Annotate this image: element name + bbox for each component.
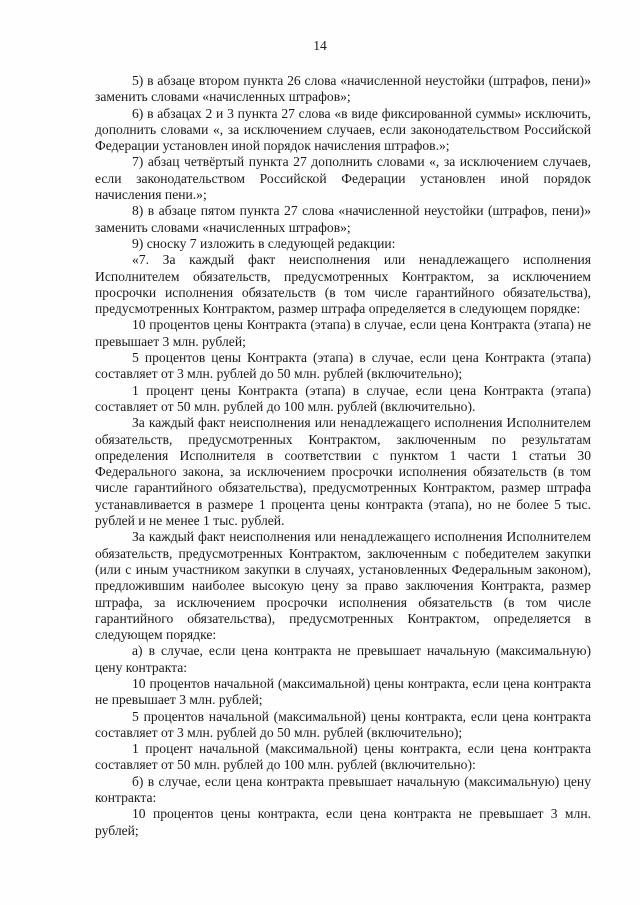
paragraph-penalty-1-percent: 1 процент цены Контракта (этапа) в случае, если цена Контракта (этапа) составляет от 50 млн. рублей до 100 млн. рублей (включительно).: [95, 382, 591, 414]
paragraph-case-b-10-percent: 10 процентов цены контракта, если цена контракта не превышает 3 млн. рублей;: [95, 806, 591, 838]
paragraph-amendment-6: 6) в абзацах 2 и 3 пункта 27 слова «в виде фиксированной суммы» исключить, дополнить словами «, за исключением случаев, если законодательством Российской Федерации установлен иной порядок начисления штрафов.»;: [95, 105, 591, 154]
paragraph-penalty-5-percent: 5 процентов цены Контракта (этапа) в случае, если цена Контракта (этапа) составляет от 3 млн. рублей до 50 млн. рублей (включительно);: [95, 350, 591, 382]
paragraph-case-b: б) в случае, если цена контракта превышает начальную (максимальную) цену контракта:: [95, 773, 591, 806]
paragraph-small-business-penalty: За каждый факт неисполнения или ненадлежащего исполнения Исполнителем обязательств, предусмотренных Контрактом, заключенным по результатам определения Исполнителя в соответствии с пунктом 1 части 1 статьи 30 Федерального закона, за исключением просрочки исполнения обязательств (в том числе гарантийного обязательства), предусмотренных Контрактом, размер штрафа устанавливается в размере 1 процента цены контракта (этапа), но не более 5 тыс. рублей и не менее 1 тыс. рублей.: [95, 415, 591, 529]
paragraph-case-a: а) в случае, если цена контракта не превышает начальную (максимальную) цену контракта:: [95, 643, 591, 675]
paragraph-amendment-8: 8) в абзаце пятом пункта 27 слова «начисленной неустойки (штрафов, пени)» заменить словами «начисленных штрафов»;: [95, 203, 591, 235]
paragraph-penalty-10-percent: 10 процентов цены Контракта (этапа) в случае, если цена Контракта (этапа) не превышает 3 млн. рублей;: [95, 317, 591, 349]
page-number: 14: [313, 38, 327, 53]
document-body: [95, 73, 591, 839]
paragraph-footnote-7-intro: «7. За каждый факт неисполнения или ненадлежащего исполнения Исполнителем обязательств, предусмотренных Контрактом, за исключением просрочки исполнения обязательств (в том числе гарантийного обязательства), предусмотренных Контрактом, размер штрафа определяется в следующем порядке:: [95, 252, 591, 317]
paragraph-amendment-9: 9) сноску 7 изложить в следующей редакции:: [132, 235, 396, 251]
paragraph-case-a-10-percent: 10 процентов начальной (максимальной) цены контракта, если цена контракта не превышает 3 млн. рублей;: [95, 675, 591, 708]
paragraph-amendment-7: 7) абзац четвёртый пункта 27 дополнить словами «, за исключением случаев, если законодательством Российской Федерации установлен иной порядок начисления пени.»;: [95, 154, 591, 203]
paragraph-amendment-5: 5) в абзаце втором пункта 26 слова «начисленной неустойки (штрафов, пени)» заменить словами «начисленных штрафов»;: [95, 73, 591, 105]
paragraph-highest-price-penalty: За каждый факт неисполнения или ненадлежащего исполнения Исполнителем обязательств, предусмотренных Контрактом, заключенным с победителем закупки (или с иным участником закупки в случаях, установленных Федеральным законом), предложившим наиболее высокую цену за право заключения Контракта, размер штрафа, за исключением просрочки исполнения обязательств (в том числе гарантийного обязательства), предусмотренных Контрактом, определяется в следующем порядке:: [95, 529, 591, 643]
paragraph-case-a-1-percent: 1 процент начальной (максимальной) цены контракта, если цена контракта составляет от 50 млн. рублей до 100 млн. рублей (включительно):: [95, 741, 591, 773]
paragraph-case-a-5-percent: 5 процентов начальной (максимальной) цены контракта, если цена контракта составляет от 3 млн. рублей до 50 млн. рублей (включительно);: [95, 708, 591, 740]
